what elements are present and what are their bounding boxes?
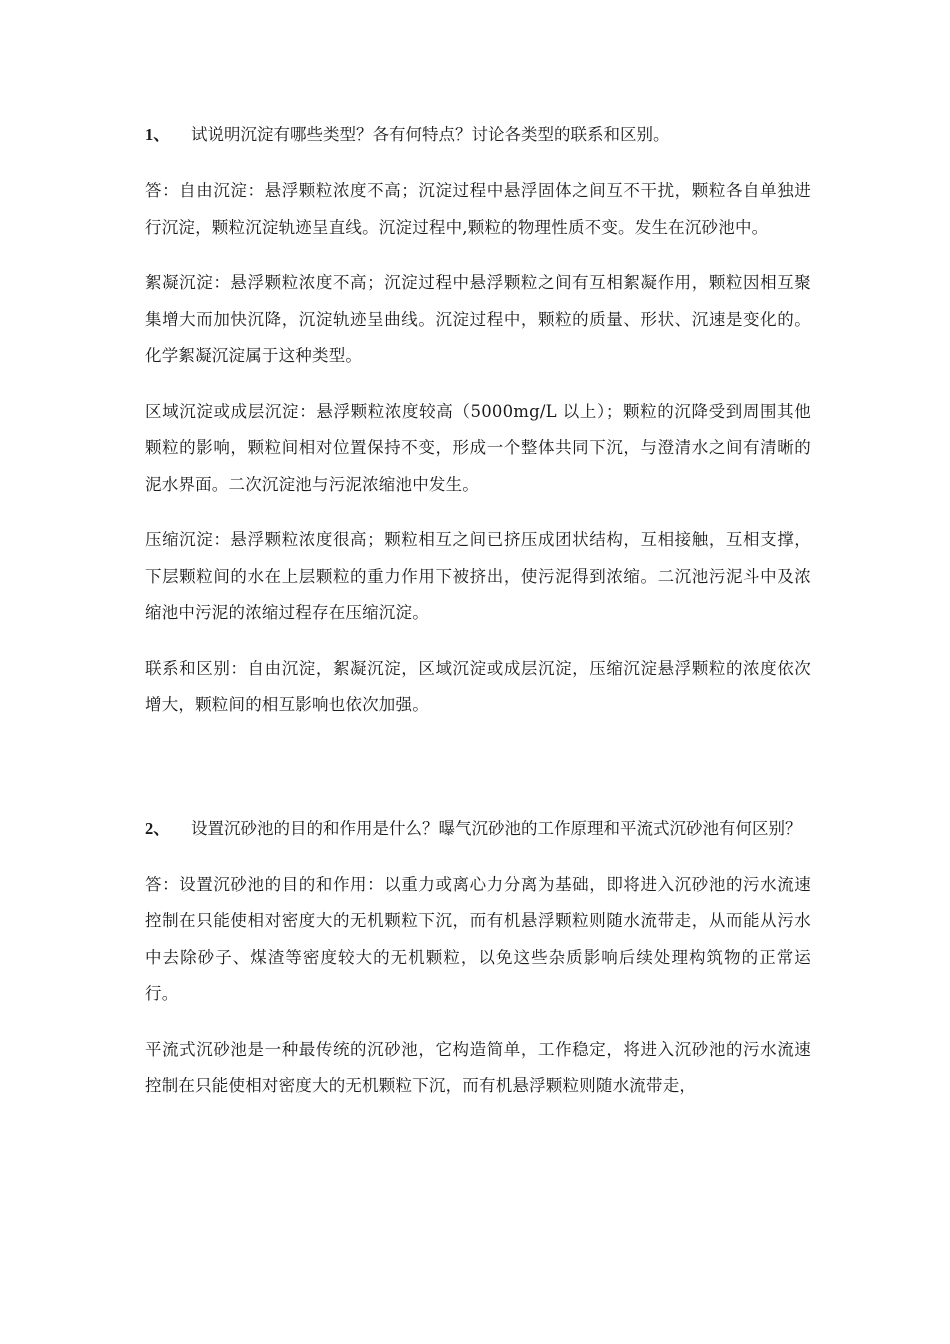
question-number: 1、 bbox=[145, 125, 170, 144]
answer-paragraph: 平流式沉砂池是一种最传统的沉砂池，它构造简单，工作稳定，将进入沉砂池的污水流速控制在只能使相对密度大的无机颗粒下沉，而有机悬浮颗粒则随水流带走， bbox=[145, 1039, 811, 1095]
answer-paragraph: 答：设置沉砂池的目的和作用：以重力或离心力分离为基础，即将进入沉砂池的污水流速控制在只能使相对密度大的无机颗粒下沉，而有机悬浮颗粒则随水流带走，从而能从污水中去除砂子、煤渣等密度较大的无机颗粒，以免这些杂质影响后续处理构筑物的正常运行。 bbox=[145, 874, 811, 1003]
answer-paragraph: 区域沉淀或成层沉淀：悬浮颗粒浓度较高（5000mg/L 以上）；颗粒的沉降受到周围其他颗粒的影响，颗粒间相对位置保持不变，形成一个整体共同下沉，与澄清水之间有清晰的泥水界面。二次沉淀池与污泥浓缩池中发生。 bbox=[145, 401, 811, 494]
document-content bbox=[145, 118, 811, 1105]
answer-paragraph: 絮凝沉淀：悬浮颗粒浓度不高；沉淀过程中悬浮颗粒之间有互相絮凝作用，颗粒因相互聚集增大而加快沉降，沉淀轨迹呈曲线。沉淀过程中，颗粒的质量、形状、沉速是变化的。化学絮凝沉淀属于这种类型。 bbox=[145, 273, 811, 365]
answer-paragraph: 联系和区别：自由沉淀，絮凝沉淀，区域沉淀或成层沉淀，压缩沉淀悬浮颗粒的浓度依次增大，颗粒间的相互影响也依次加强。 bbox=[145, 658, 811, 714]
question-1 bbox=[145, 118, 811, 152]
question-number: 2、 bbox=[145, 818, 170, 838]
question-text: 设置沉砂池的目的和作用是什么？曝气沉砂池的工作原理和平流式沉砂池有何区别？ bbox=[191, 818, 802, 838]
question-text: 试说明沉淀有哪些类型？各有何特点？讨论各类型的联系和区别。 bbox=[191, 125, 670, 144]
question-2 bbox=[145, 812, 811, 846]
answer-paragraph: 答：自由沉淀：悬浮颗粒浓度不高；沉淀过程中悬浮固体之间互不干扰，颗粒各自单独进行沉淀，颗粒沉淀轨迹呈直线。沉淀过程中,颗粒的物理性质不变。发生在沉砂池中。 bbox=[145, 181, 811, 237]
answer-paragraph: 压缩沉淀：悬浮颗粒浓度很高；颗粒相互之间已挤压成团状结构，互相接触，互相支撑，下层颗粒间的水在上层颗粒的重力作用下被挤出，使污泥得到浓缩。二沉池污泥斗中及浓缩池中污泥的浓缩过程存在压缩沉淀。 bbox=[145, 530, 811, 622]
